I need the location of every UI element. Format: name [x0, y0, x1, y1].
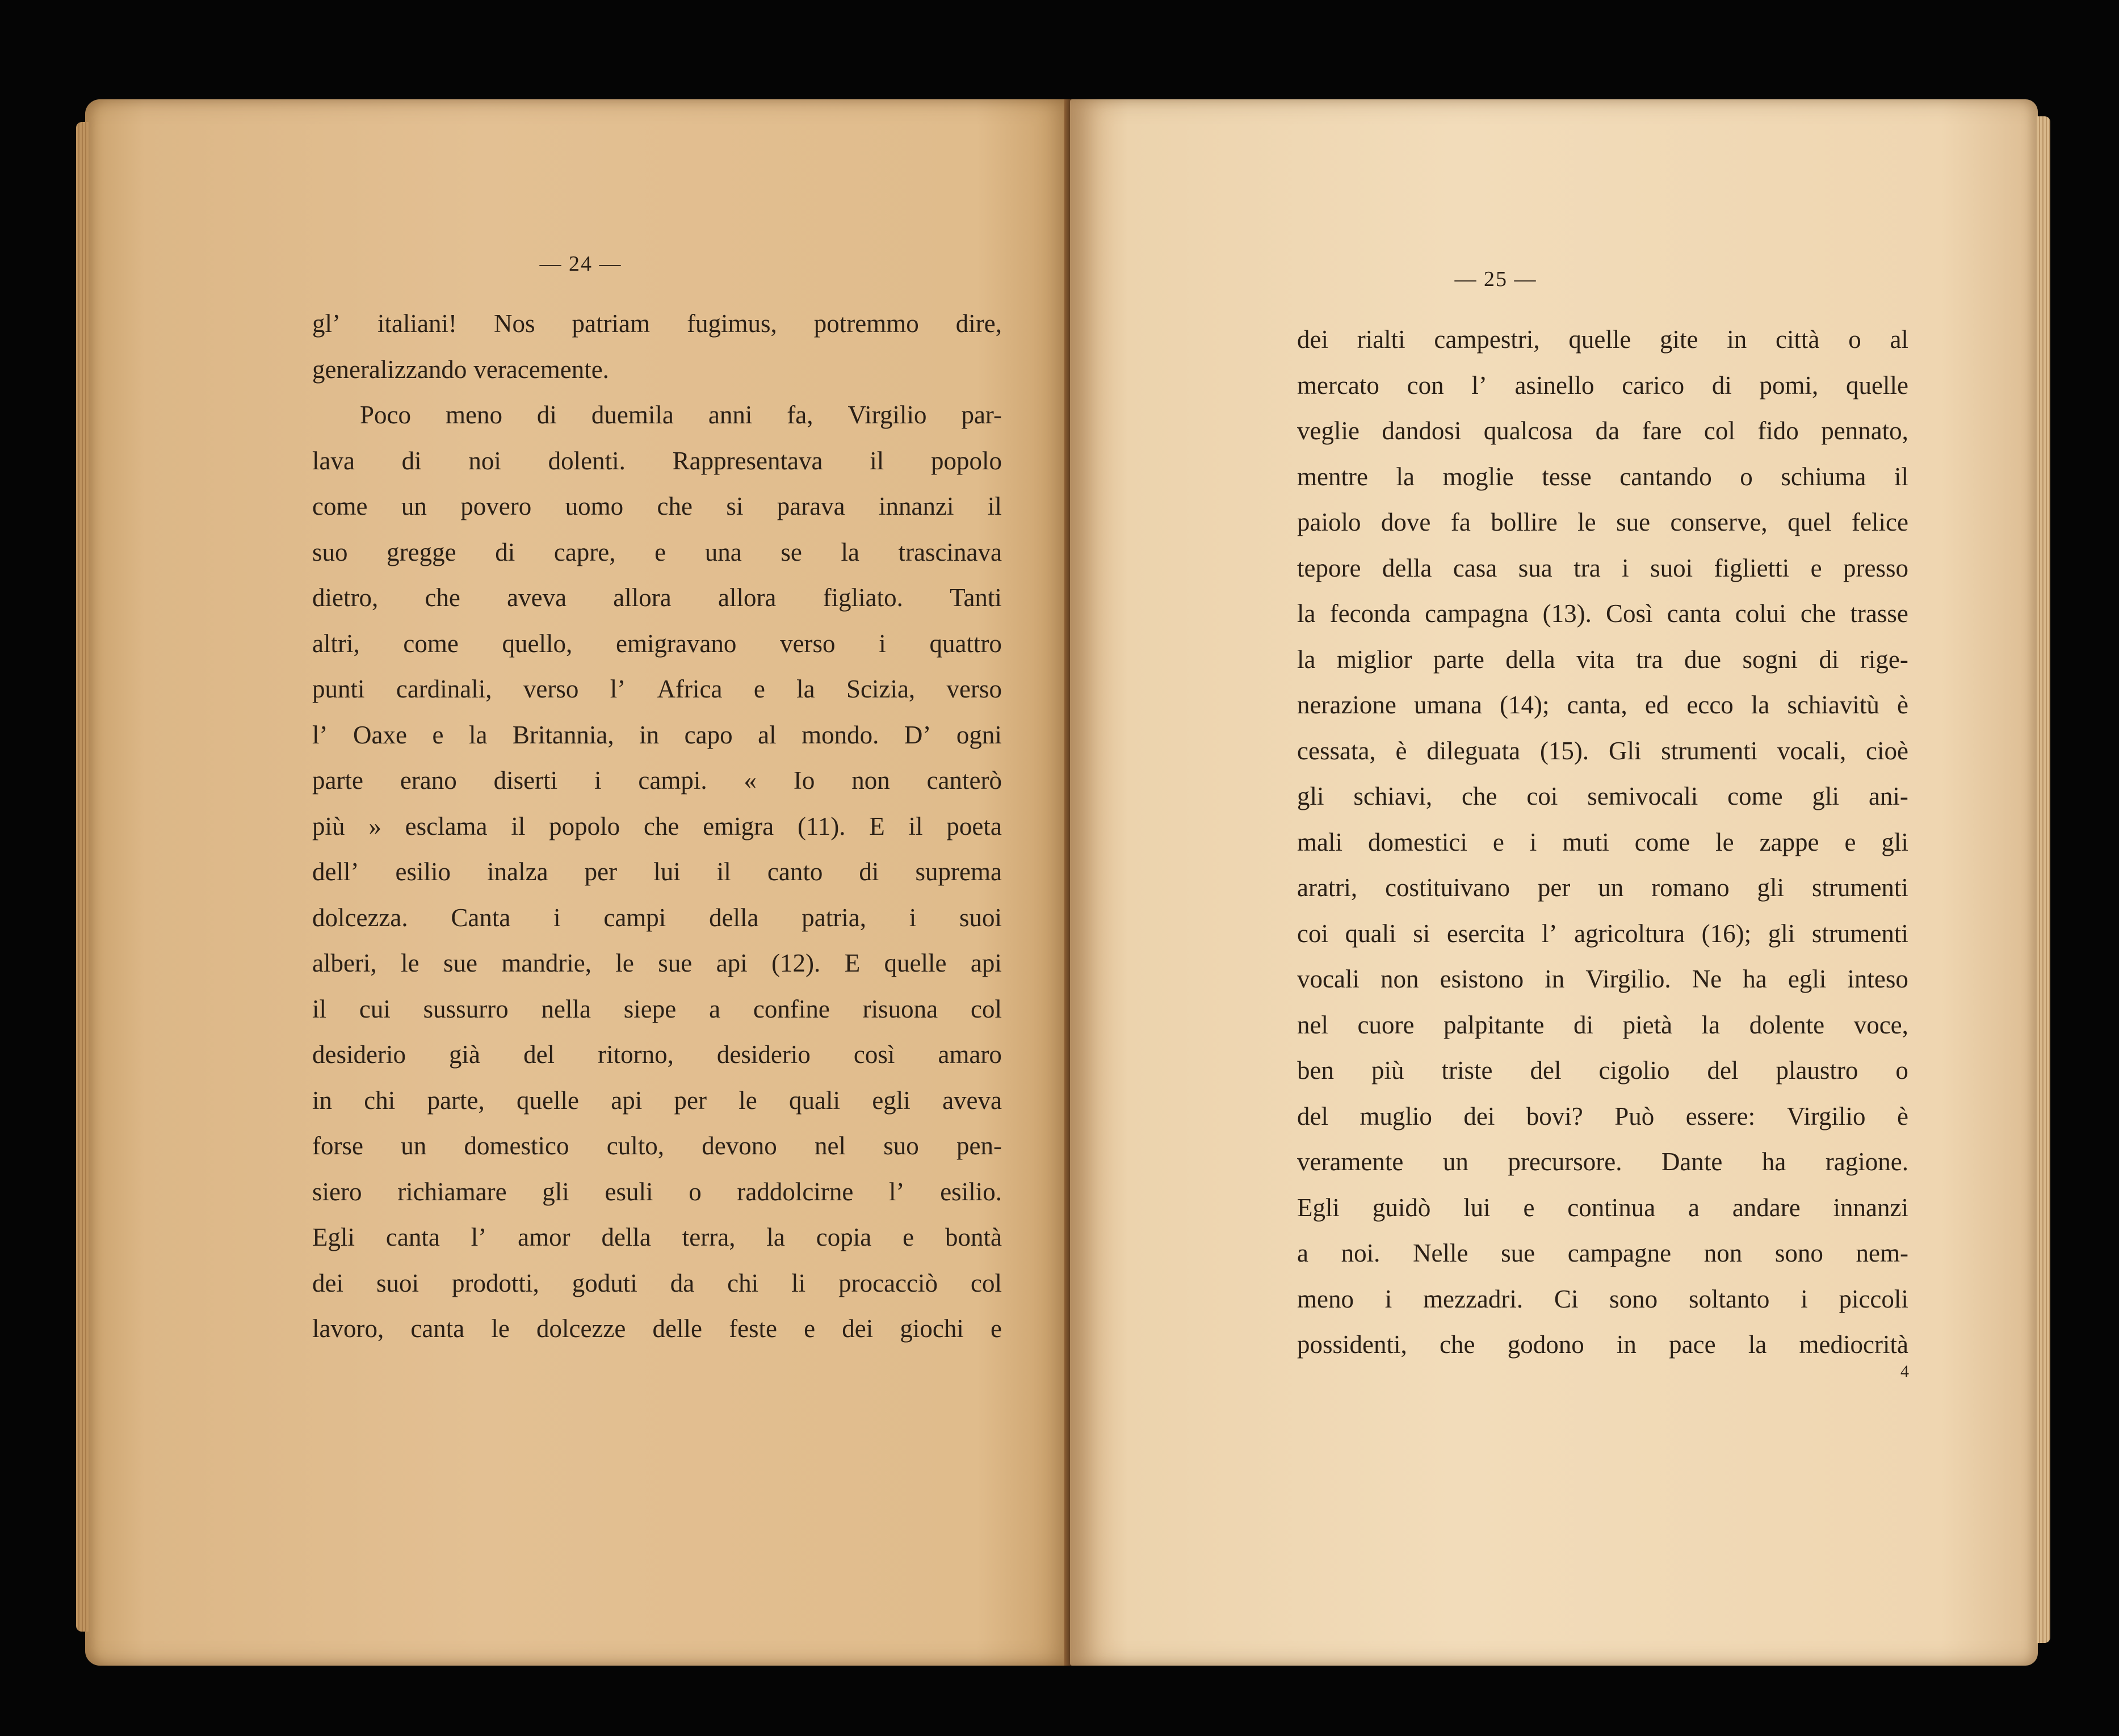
text-line: più » esclama il popolo che emigra (11). E il poeta — [312, 812, 1002, 840]
text-line: alberi, le sue mandrie, le sue api (12). E quelle api — [312, 949, 1002, 977]
text-line: del muglio dei bovi? Può essere: Virgilio è — [1297, 1102, 1908, 1130]
text-line: gli schiavi, che coi semivocali come gli ani- — [1297, 782, 1908, 810]
text-line: mentre la moglie tesse cantando o schiuma il — [1297, 462, 1908, 491]
right-page-text — [1297, 317, 1908, 1368]
text-line: punti cardinali, verso l’ Africa e la Scizia, verso — [312, 675, 1002, 703]
text-line: generalizzando veracemente. — [312, 355, 609, 384]
text-line: mali domestici e i muti come le zappe e gli — [1297, 827, 1908, 856]
text-line: paiolo dove fa bollire le sue conserve, quel felice — [1297, 508, 1908, 536]
text-line: veglie dandosi qualcosa da fare col fido pennato, — [1297, 417, 1908, 445]
text-line: dell’ esilio inalza per lui il canto di suprema — [312, 858, 1002, 886]
text-line: la feconda campagna (13). Così canta colui che trasse — [1297, 599, 1908, 628]
text-line: coi quali si esercita l’ agricoltura (16); gli strumenti — [1297, 919, 1908, 948]
text-line: forse un domestico culto, devono nel suo pen- — [312, 1132, 1002, 1160]
text-line: come un povero uomo che si parava innanzi il — [312, 492, 1002, 520]
text-line: Egli guidò lui e continua a andare innanzi — [1297, 1193, 1908, 1222]
text-line: cessata, è dileguata (15). Gli strumenti vocali, cioè — [1297, 736, 1908, 765]
text-line: dei rialti campestri, quelle gite in città o al — [1297, 325, 1908, 354]
open-book — [85, 99, 2038, 1666]
text-line: veramente un precursore. Dante ha ragione. — [1297, 1147, 1908, 1176]
text-line: lavoro, canta le dolcezze delle feste e dei giochi e — [312, 1314, 1002, 1343]
text-line: vocali non esistono in Virgilio. Ne ha egli inteso — [1297, 965, 1908, 993]
text-line: dietro, che aveva allora allora figliato. Tanti — [312, 583, 1002, 612]
text-line: parte erano diserti i campi. « Io non canterò — [312, 766, 1002, 795]
text-line: mercato con l’ asinello carico di pomi, quelle — [1297, 371, 1908, 400]
text-line: dei suoi prodotti, goduti da chi li procacciò col — [312, 1268, 1002, 1297]
text-line: gl’ italiani! Nos patriam fugimus, potremmo dire, — [312, 309, 1002, 338]
text-line: a noi. Nelle sue campagne non sono nem- — [1297, 1239, 1908, 1267]
text-line: lava di noi dolenti. Rappresentava il popolo — [312, 446, 1002, 475]
text-line: tepore della casa sua tra i suoi figlietti e presso — [1297, 553, 1908, 582]
text-line: Egli canta l’ amor della terra, la copia e bontà — [312, 1223, 1002, 1251]
text-line: nerazione umana (14); canta, ed ecco la schiavitù è — [1297, 691, 1908, 719]
text-line: ben più triste del cigolio del plaustro o — [1297, 1056, 1908, 1085]
left-page — [85, 99, 1076, 1666]
text-line: altri, come quello, emigravano verso i quattro — [312, 629, 1002, 658]
text-line: desiderio già del ritorno, desiderio così amaro — [312, 1040, 1002, 1069]
page-number-left: — 24 — — [539, 252, 622, 276]
text-line: l’ Oaxe e la Britannia, in capo al mondo. D’ ogni — [312, 720, 1002, 749]
text-line: dolcezza. Canta i campi della patria, i suoi — [312, 903, 1002, 932]
text-line: meno i mezzadri. Ci sono soltanto i piccoli — [1297, 1284, 1908, 1313]
text-line: il cui sussurro nella siepe a confine risuona col — [312, 994, 1002, 1023]
page-number-right: — 25 — — [1454, 267, 1537, 291]
right-page — [1070, 99, 2038, 1666]
text-line: nel cuore palpitante di pietà la dolente voce, — [1297, 1010, 1908, 1039]
text-line: aratri, costituivano per un romano gli strumenti — [1297, 873, 1908, 902]
text-line: possidenti, che godono in pace la mediocrità — [1297, 1330, 1908, 1359]
text-line: la miglior parte della vita tra due sogni di rige- — [1297, 645, 1908, 674]
text-line: suo gregge di capre, e una se la trascinava — [312, 537, 1002, 566]
text-line: in chi parte, quelle api per le quali egli aveva — [312, 1086, 1002, 1115]
text-line: Poco meno di duemila anni fa, Virgilio par- — [360, 401, 1002, 429]
left-page-text — [312, 301, 1002, 1352]
text-line: siero richiamare gli esuli o raddolcirne l’ esilio. — [312, 1177, 1002, 1206]
signature-mark: 4 — [1900, 1362, 1909, 1381]
